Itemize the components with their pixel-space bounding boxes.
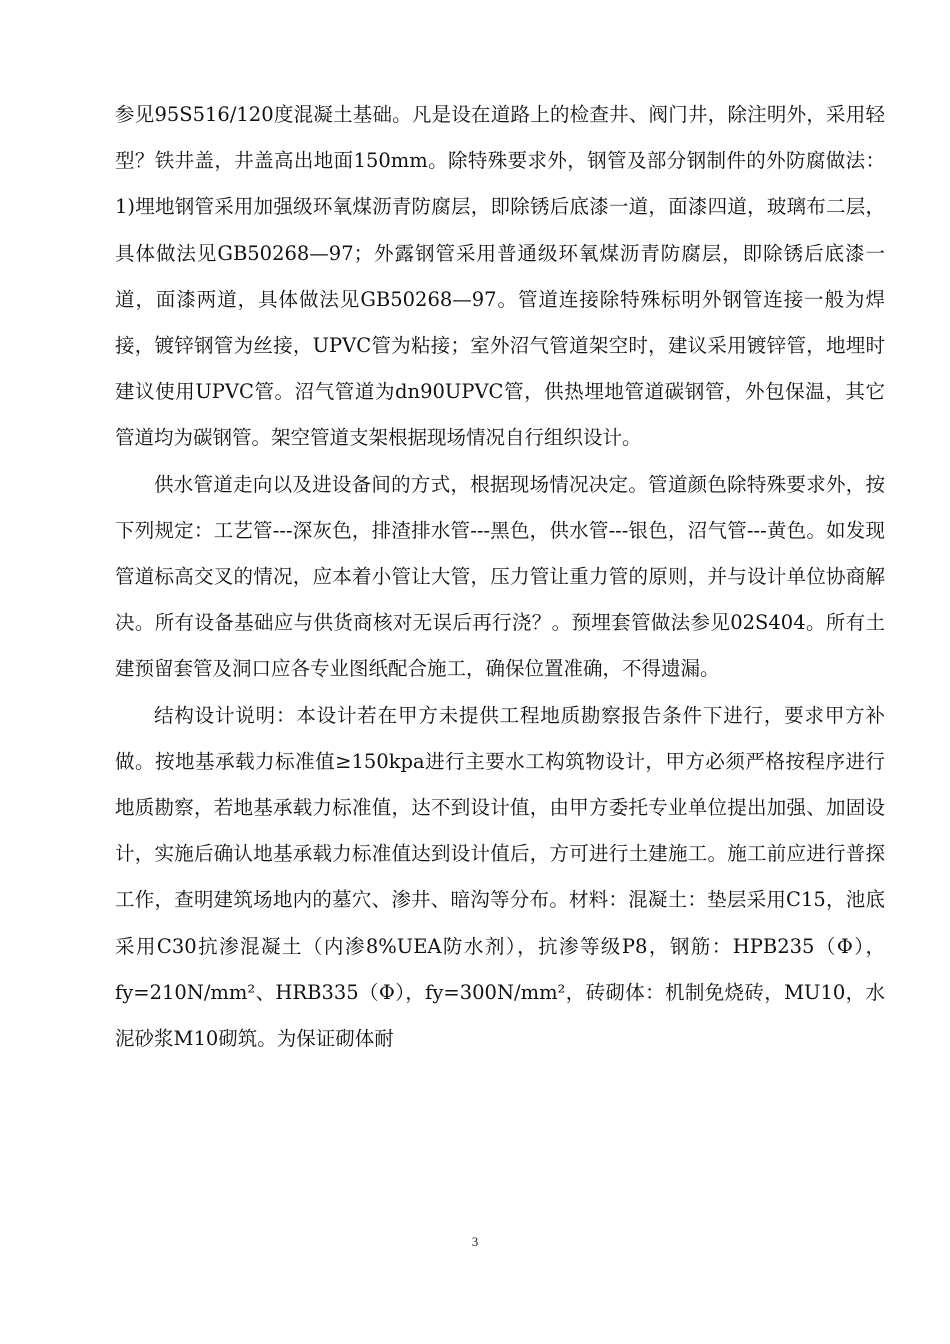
paragraph-water-supply-pipes: 供水管道走向以及进设备间的方式，根据现场情况决定。管道颜色除特殊要求外，按下列规定：工艺管---深灰色，排渣排水管---黑色，供水管---银色，沼气管---黄色。如发现管道标高交叉的情况，应本着小管让大管，压力管让重力管的原则，并与设计单位协商解决。所有设备基础应与供货商核对无误后再行浇？。预埋套管做法参见02S404。所有土建预留套管及洞口应各专业图纸配合施工，确保位置准确，不得遗漏。 — [115, 472, 885, 681]
paragraph-pipe-foundation: 参见95S516/120度混凝土基础。凡是设在道路上的检查井、阀门井，除注明外，采用轻型？铁井盖，井盖高出地面150mm。除特殊要求外，钢管及部分钢制件的外防腐做法：1)埋地钢管采用加强级环氧煤沥青防腐层，即除锈后底漆一道，面漆四道，玻璃布二层，具体做法见GB50268—97；外露钢管采用普通级环氧煤沥青防腐层，即除锈后底漆一道，面漆两道，具体做法见GB50268—97。管道连接除特殊标明外钢管连接一般为焊接，镀锌钢管为丝接，UPVC管为粘接；室外沼气管道架空时，建议采用镀锌管，地埋时建议使用UPVC管。沼气管道为dn90UPVC管，供热埋地管道碳钢管，外包保温，其它管道均为碳钢管。架空管道支架根据现场情况自行组织设计。 — [115, 103, 885, 450]
body-text — [115, 92, 885, 1062]
paragraph-structural-design: 结构设计说明：本设计若在甲方未提供工程地质勘察报告条件下进行，要求甲方补做。按地基承载力标准值≥150kpa进行主要水工构筑物设计，甲方必须严格按程序进行地质勘察，若地基承载力标准值，达不到设计值，由甲方委托专业单位提出加强、加固设计，实施后确认地基承载力标准值达到设计值后，方可进行土建施工。施工前应进行普探工作，查明建筑场地内的墓穴、渗井、暗沟等分布。材料：混凝土：垫层采用C15，池底采用C30抗渗混凝土（内渗8%UEA防水剂），抗渗等级P8，钢筋：HPB235（Φ），fy=210N/mm²、HRB335（Φ），fy=300N/mm²，砖砌体：机制免烧砖，MU10，水泥砂浆M10砌筑。为保证砌体耐 — [115, 703, 885, 1051]
page-number: 3 — [471, 1234, 479, 1249]
